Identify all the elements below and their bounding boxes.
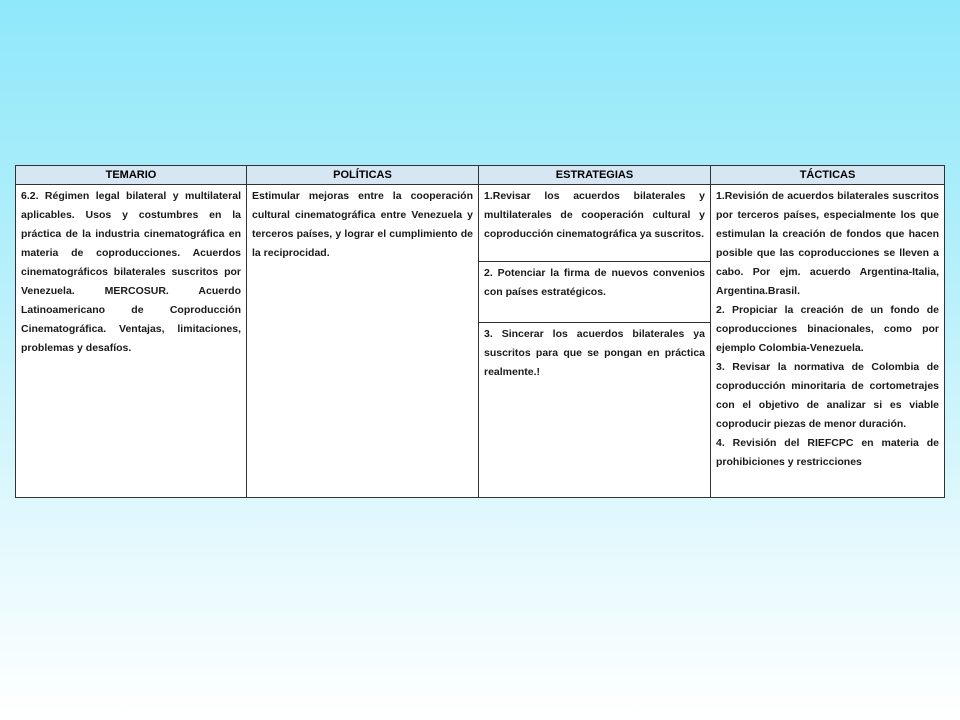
estrategia-2-text: 2. Potenciar la firma de nuevos convenios con países estratégicos. bbox=[484, 267, 705, 298]
tactica-4-text: 4. Revisión del RIEFCPC en materia de prohibiciones y restricciones bbox=[716, 437, 939, 468]
cell-politicas bbox=[247, 185, 479, 498]
estrategia-1-text: 1.Revisar los acuerdos bilaterales y multilaterales de cooperación cultural y coproducción cinematográfica ya suscritos. bbox=[484, 190, 705, 240]
cell-estrategia-2 bbox=[479, 262, 711, 323]
header-politicas: POLÍTICAS bbox=[247, 166, 479, 185]
cell-estrategia-3 bbox=[479, 323, 711, 498]
table-row bbox=[16, 185, 945, 262]
tactica-1-text: 1.Revisión de acuerdos bilaterales suscritos por terceros países, especialmente los que estimulan la creación de fondos que hacen posible que las coproducciones se lleven a cabo. Por ejm. acuerdo Argentina-Italia, Argentina.Brasil. bbox=[716, 190, 939, 297]
cell-estrategia-1 bbox=[479, 185, 711, 262]
estrategia-3-text: 3. Sincerar los acuerdos bilaterales ya suscritos para que se pongan en práctica realmente.! bbox=[484, 328, 705, 378]
header-row bbox=[16, 166, 945, 185]
tactica-3-text: 3. Revisar la normativa de Colombia de coproducción minoritaria de cortometrajes con el objetivo de analizar si es viable coproducir piezas de menor duración. bbox=[716, 361, 939, 430]
planning-table bbox=[15, 165, 945, 498]
header-tacticas: TÁCTICAS bbox=[711, 166, 945, 185]
temario-text: 6.2. Régimen legal bilateral y multilateral aplicables. Usos y costumbres en la práctica de la industria cinematográfica en materia de coproducciones. Acuerdos cinematográficos bilaterales suscritos por Venezuela. MERCOSUR. Acuerdo Latinoamericano de Coproducción Cinematográfica. Ventajas, limitaciones, problemas y desafíos. bbox=[21, 190, 241, 354]
politicas-text: Estimular mejoras entre la cooperación cultural cinematográfica entre Venezuela y terceros países, y lograr el cumplimiento de la reciprocidad. bbox=[252, 190, 473, 259]
tactica-2-text: 2. Propiciar la creación de un fondo de coproducciones binacionales, como por ejemplo Colombia-Venezuela. bbox=[716, 304, 939, 354]
header-temario: TEMARIO bbox=[16, 166, 247, 185]
cell-temario bbox=[16, 185, 247, 498]
header-estrategias: ESTRATEGIAS bbox=[479, 166, 711, 185]
cell-tacticas bbox=[711, 185, 945, 498]
